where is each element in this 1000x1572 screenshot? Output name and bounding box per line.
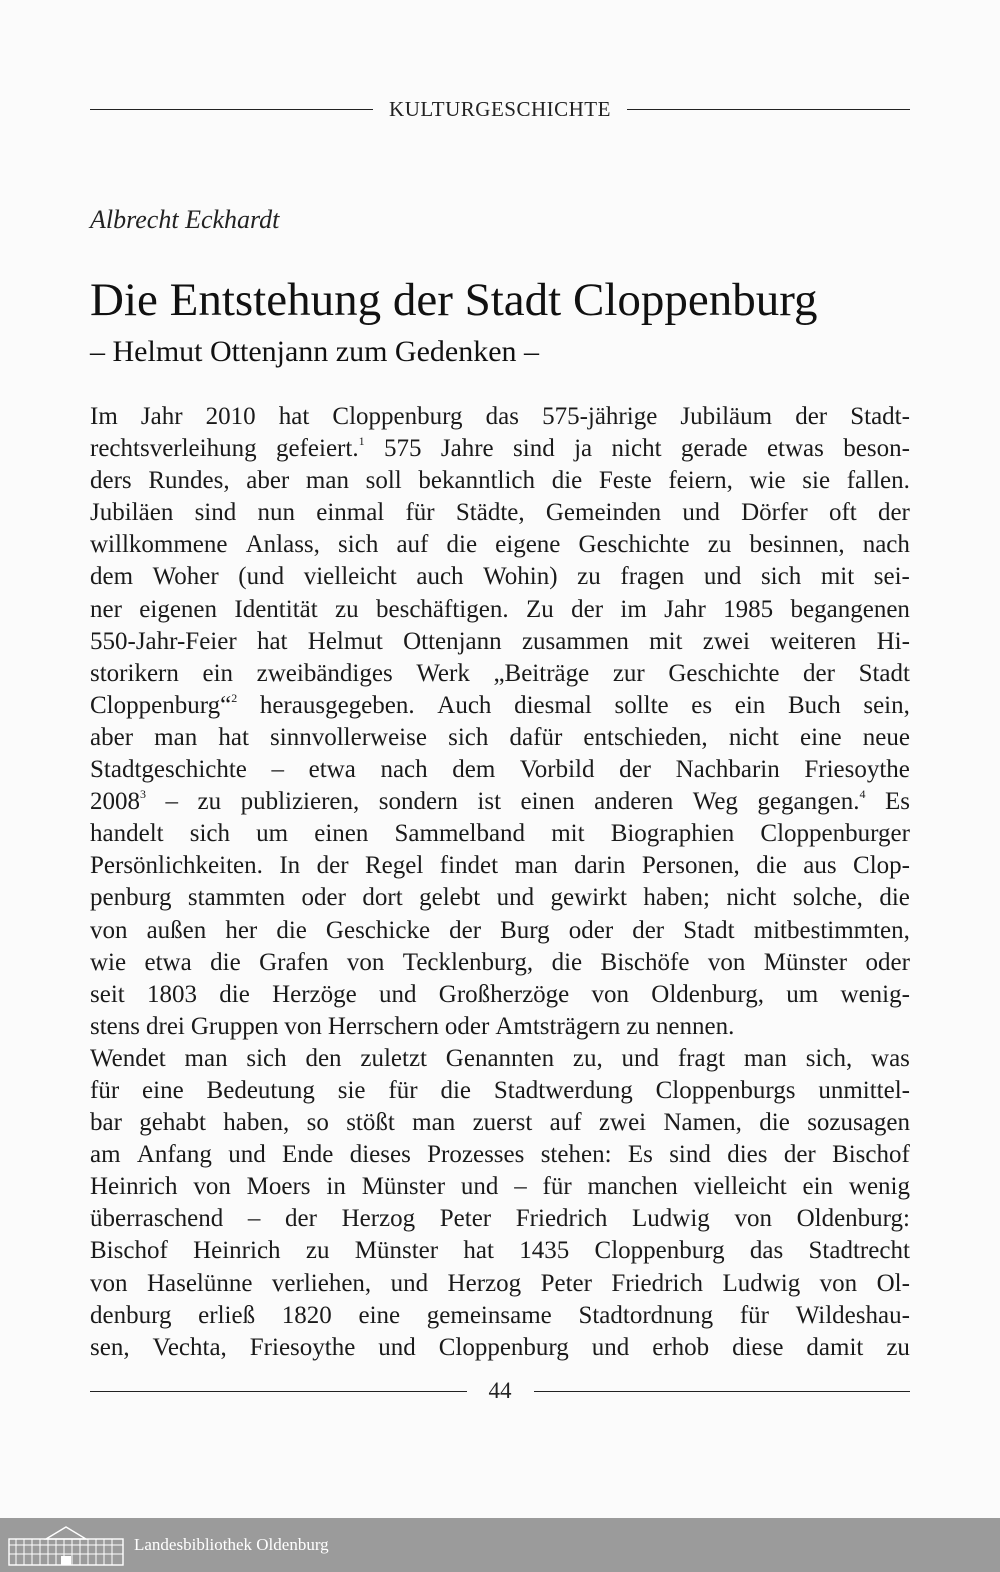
body-line: Persönlichkeiten. In der Regel findet man darin Personen, die aus Clop- — [90, 852, 910, 880]
body-line: Heinrich von Moers in Münster und – für manchen vielleicht ein wenig — [90, 1173, 910, 1201]
running-header — [90, 97, 910, 121]
body-line: Jubiläen sind nun einmal für Städte, Gemeinden und Dörfer oft der — [90, 499, 910, 527]
section-label: KULTURGESCHICHTE — [389, 96, 611, 121]
body-line: überraschend – der Herzog Peter Friedrich Ludwig von Oldenburg: — [90, 1205, 910, 1233]
body-line: wie etwa die Grafen von Tecklenburg, die Bischöfe von Münster oder — [90, 948, 910, 976]
body-line: für eine Bedeutung sie für die Stadtwerdung Cloppenburgs unmittel- — [90, 1076, 910, 1104]
body-line: bar gehabt haben, so stößt man zuerst auf zwei Namen, die sozusagen — [90, 1109, 910, 1137]
body-line: penburg stammten oder dort gelebt und gewirkt haben; nicht solche, die — [90, 884, 910, 912]
body-line: seit 1803 die Herzöge und Großherzöge von Oldenburg, um wenig- — [90, 980, 910, 1008]
body-line: storikern ein zweibändiges Werk „Beiträge zur Geschichte der Stadt — [90, 659, 910, 687]
page-number: 44 — [488, 1378, 512, 1403]
body-line: Cloppenburg“$^2$ herausgegeben. Auch diesmal sollte es ein Buch sein, — [90, 690, 910, 719]
body-line: willkommene Anlass, sich auf die eigene Geschichte zu besinnen, nach — [90, 531, 910, 559]
footer-rule-right — [534, 1391, 911, 1392]
body-line: Stadtgeschichte – etwa nach dem Vorbild der Nachbarin Friesoythe — [90, 756, 910, 784]
body-line: 2008$^3$ – zu publizieren, sondern ist einen anderen Weg gegangen.$^4$ Es — [90, 787, 910, 816]
article-title: Die Entstehung der Stadt Cloppenburg — [90, 274, 818, 326]
body-line: 550-Jahr-Feier hat Helmut Ottenjann zusammen mit zwei weiteren Hi- — [90, 627, 910, 655]
body-line: von Haselünne verliehen, und Herzog Peter Friedrich Ludwig von Ol- — [90, 1269, 910, 1297]
body-line: handelt sich um einen Sammelband mit Biographien Cloppenburger — [90, 820, 910, 848]
article-subtitle: – Helmut Ottenjann zum Gedenken – — [90, 335, 540, 368]
article-body — [90, 401, 910, 1364]
header-rule-right — [627, 109, 910, 110]
body-line: denburg erließ 1820 eine gemeinsame Stadtordnung für Wildeshau- — [90, 1301, 910, 1329]
article-author: Albrecht Eckhardt — [90, 205, 280, 234]
body-line: Im Jahr 2010 hat Cloppenburg das 575-jährige Jubiläum der Stadt- — [90, 403, 910, 430]
body-line: dem Woher (und vielleicht auch Wohin) zu fragen und sich mit sei- — [90, 563, 910, 591]
body-line: stens drei Gruppen von Herrschern oder Amtsträgern zu nennen. — [90, 1012, 735, 1040]
body-line: rechtsverleihung gefeiert.$^1$ 575 Jahre sind ja nicht gerade etwas beson- — [90, 434, 910, 463]
body-line: von außen her die Geschicke der Burg oder der Stadt mitbestimmten, — [90, 916, 910, 944]
library-name: Landesbibliothek Oldenburg — [134, 1535, 329, 1554]
header-rule-left — [90, 109, 373, 110]
library-building-icon — [8, 1524, 124, 1566]
library-watermark-bar — [0, 1518, 1000, 1572]
page-footer — [90, 1377, 910, 1405]
body-line: am Anfang und Ende dieses Prozesses stehen: Es sind dies der Bischof — [90, 1141, 910, 1169]
body-line: ner eigenen Identität zu beschäftigen. Zu der im Jahr 1985 begangenen — [90, 595, 910, 623]
body-line: Bischof Heinrich zu Münster hat 1435 Cloppenburg das Stadtrecht — [90, 1237, 910, 1265]
body-line: ders Rundes, aber man soll bekanntlich die Feste feiern, wie sie fallen. — [90, 467, 910, 495]
footer-rule-left — [90, 1391, 467, 1392]
body-line: sen, Vechta, Friesoythe und Cloppenburg und erhob diese damit zu — [90, 1333, 910, 1361]
body-line: aber man hat sinnvollerweise sich dafür entschieden, nicht eine neue — [90, 723, 910, 751]
body-line: Wendet man sich den zuletzt Genannten zu, und fragt man sich, was — [90, 1044, 910, 1072]
